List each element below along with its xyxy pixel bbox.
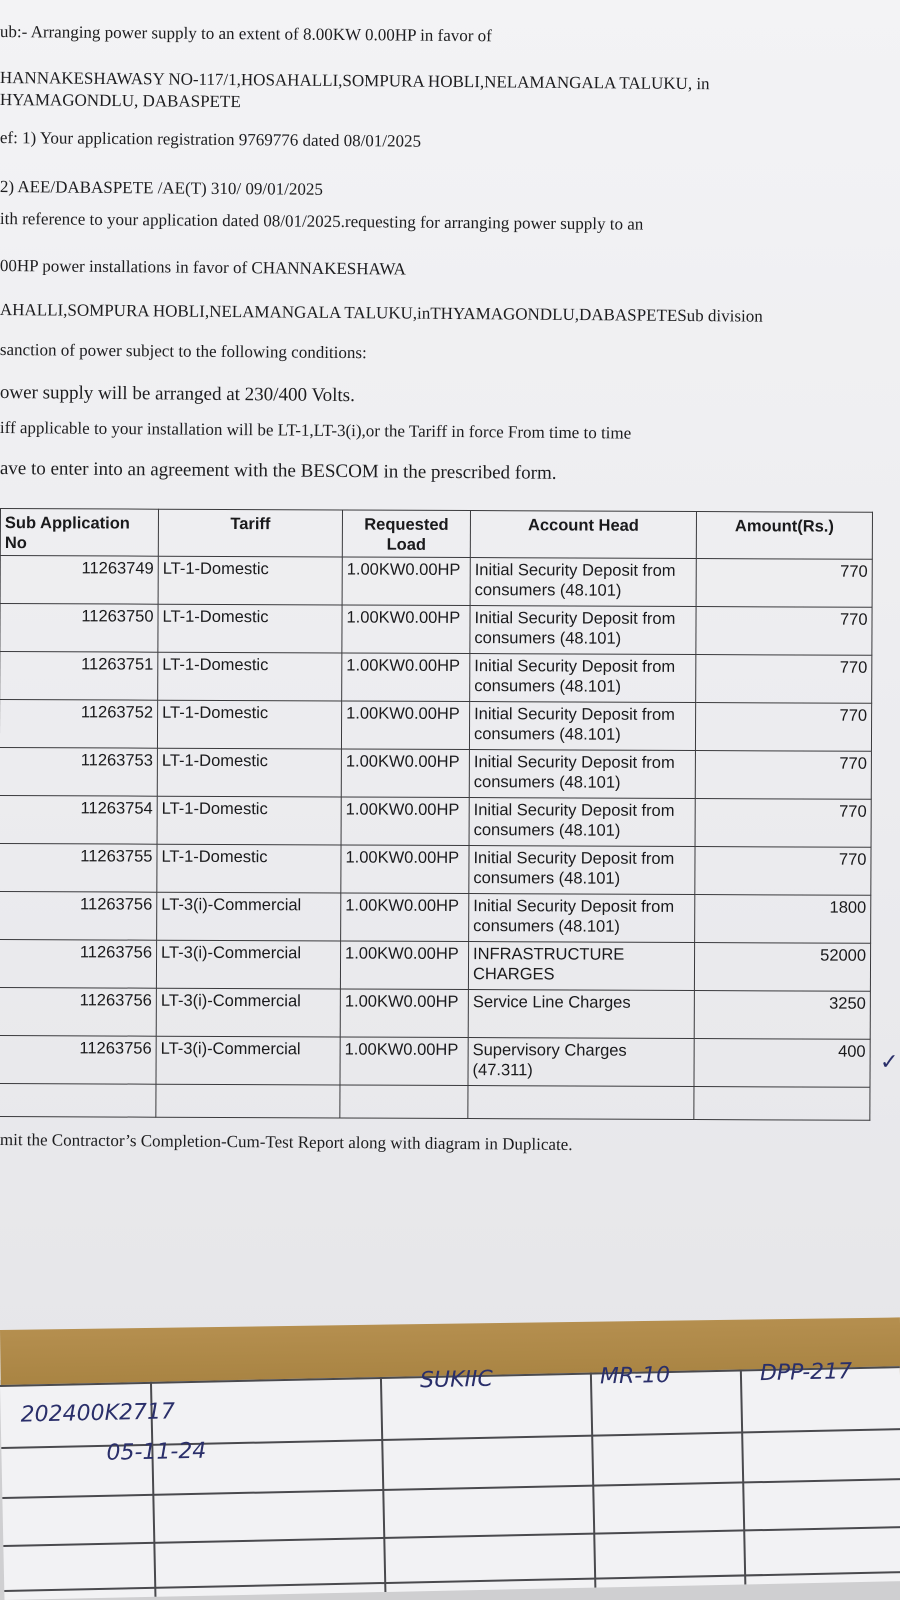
table-row: [0, 891, 871, 943]
load-cell: 1.00KW0.00HP: [341, 749, 469, 798]
sub-application-no: 11263756: [0, 987, 156, 1036]
body-line-2: 00HP power installations in favor of CHANNAKESHAWA: [0, 256, 406, 279]
tariff-cell: LT-1-Domestic: [158, 556, 342, 605]
amount-cell: 1800: [695, 895, 871, 944]
amount-cell: 770: [695, 703, 871, 752]
subject-line: ub:- Arranging power supply to an extent of 8.00KW 0.00HP in favor of: [0, 22, 492, 46]
tariff-cell: LT-3(i)-Commercial: [156, 1036, 340, 1085]
account-head-cell: Initial Security Deposit from consumers (48.101): [470, 606, 696, 655]
tariff-cell: LT-1-Domestic: [158, 652, 342, 701]
load-cell: 1.00KW0.00HP: [342, 653, 470, 702]
handwritten-entry-date: 05-11-24: [106, 1438, 207, 1466]
table-header-row: [0, 509, 872, 560]
tariff-cell: LT-1-Domestic: [158, 604, 342, 653]
table-row: [0, 1035, 870, 1087]
account-head-cell: Initial Security Deposit from consumers (48.101): [469, 846, 695, 895]
handwritten-top-text-1: SUKIIC: [419, 1366, 494, 1394]
amount-cell: 770: [695, 847, 871, 896]
amount-cell: 770: [696, 607, 872, 656]
load-cell: 1.00KW0.00HP: [340, 941, 468, 990]
header-sub-application: Sub Application No: [0, 509, 158, 557]
account-head-cell: Initial Security Deposit from consumers (48.101): [469, 894, 695, 943]
amount-cell: 52000: [694, 943, 870, 992]
load-cell: 1.00KW0.00HP: [341, 845, 469, 894]
account-head-cell: Supervisory Charges (47.311): [468, 1038, 694, 1087]
amount-cell: 770: [696, 655, 872, 704]
register-sheet: [0, 1359, 900, 1600]
amount-cell: 770: [695, 751, 871, 800]
sub-application-no: 11263751: [0, 652, 158, 701]
reference-2: 2) AEE/DABASPETE /AE(T) 310/ 09/01/2025: [0, 177, 323, 199]
sub-application-no: 11263756: [0, 891, 157, 940]
header-account-head: Account Head: [470, 511, 696, 559]
table-row: [0, 700, 872, 752]
body-line-4: sanction of power subject to the following conditions:: [0, 340, 367, 363]
account-head-cell: INFRASTRUCTURE CHARGES: [468, 942, 694, 991]
sub-application-no: 11263753: [0, 747, 157, 796]
condition-3: ave to enter into an agreement with the BESCOM in the prescribed form.: [0, 458, 557, 484]
table-row: [0, 987, 870, 1039]
load-cell: 1.00KW0.00HP: [342, 557, 470, 606]
sub-application-no: 11263752: [0, 700, 158, 749]
address-line-2: HYAMAGONDLU, DABASPETE: [0, 90, 241, 112]
tariff-cell: LT-1-Domestic: [157, 796, 341, 845]
tariff-cell: LT-3(i)-Commercial: [156, 988, 340, 1037]
sub-application-no: 11263754: [0, 795, 157, 844]
table-row: [0, 843, 871, 895]
sub-application-no: 11263755: [0, 843, 157, 892]
account-head-cell: Initial Security Deposit from consumers (48.101): [470, 558, 696, 607]
account-head-cell: Initial Security Deposit from consumers (48.101): [469, 702, 695, 751]
table-row: [0, 747, 871, 799]
sub-application-no: 11263749: [0, 556, 158, 605]
table-row: [0, 652, 872, 704]
load-cell: 1.00KW0.00HP: [340, 1037, 468, 1086]
body-line-1: ith reference to your application dated 08/01/2025.requesting for arranging power supply to an: [0, 209, 644, 234]
address-line-1: HANNAKESHAWASY NO-117/1,HOSAHALLI,SOMPURA HOBLI,NELAMANGALA TALUKU, in: [0, 68, 710, 94]
header-amount: Amount(Rs.): [696, 512, 872, 560]
tariff-cell: LT-3(i)-Commercial: [157, 892, 341, 941]
amount-cell: 770: [695, 799, 871, 848]
account-head-cell: Initial Security Deposit from consumers (48.101): [470, 654, 696, 703]
footer-instruction: mit the Contractor’s Completion-Cum-Test Report along with diagram in Duplicate.: [0, 1130, 573, 1154]
amount-cell: 770: [696, 559, 872, 608]
amount-cell: 3250: [694, 991, 870, 1040]
load-cell: 1.00KW0.00HP: [341, 893, 469, 942]
load-cell: 1.00KW0.00HP: [340, 989, 468, 1038]
amount-cell: 400: [694, 1039, 870, 1088]
load-cell: 1.00KW0.00HP: [341, 797, 469, 846]
table-row-empty: [0, 1083, 870, 1120]
reference-1: ef: 1) Your application registration 9769776 dated 08/01/2025: [0, 128, 422, 151]
handwritten-top-text-2: MR-10: [599, 1362, 671, 1390]
table-row: [0, 604, 872, 656]
sub-application-no: 11263756: [0, 939, 157, 988]
sub-application-no: 11263756: [0, 1035, 156, 1084]
load-cell: 1.00KW0.00HP: [341, 701, 469, 750]
handwritten-tick-mark: ✓: [880, 1050, 899, 1075]
handwritten-top-text-3: DPP-217: [759, 1359, 853, 1387]
table-row: [0, 556, 872, 608]
condition-2: iff applicable to your installation will be LT-1,LT-3(i),or the Tariff in force From time to time: [0, 418, 632, 443]
account-head-cell: Service Line Charges: [468, 990, 694, 1039]
condition-1: ower supply will be arranged at 230/400 Volts.: [0, 382, 355, 407]
sub-application-no: 11263750: [0, 604, 158, 653]
account-head-cell: Initial Security Deposit from consumers (48.101): [469, 750, 695, 799]
body-line-3: AHALLI,SOMPURA HOBLI,NELAMANGALA TALUKU,inTHYAMAGONDLU,DABASPETESub division: [0, 300, 763, 326]
handwritten-entry-number: 202400K2717: [20, 1399, 176, 1428]
tariff-cell: LT-1-Domestic: [157, 748, 341, 797]
tariff-cell: LT-1-Domestic: [157, 844, 341, 893]
header-tariff: Tariff: [158, 509, 342, 557]
table-row: [0, 939, 871, 991]
table-row: [0, 795, 871, 847]
header-requested-load: Requested Load: [342, 510, 470, 558]
load-cell: 1.00KW0.00HP: [342, 605, 470, 654]
charges-table: [0, 508, 873, 1121]
tariff-cell: LT-3(i)-Commercial: [156, 940, 340, 989]
account-head-cell: Initial Security Deposit from consumers (48.101): [469, 798, 695, 847]
tariff-cell: LT-1-Domestic: [157, 700, 341, 749]
